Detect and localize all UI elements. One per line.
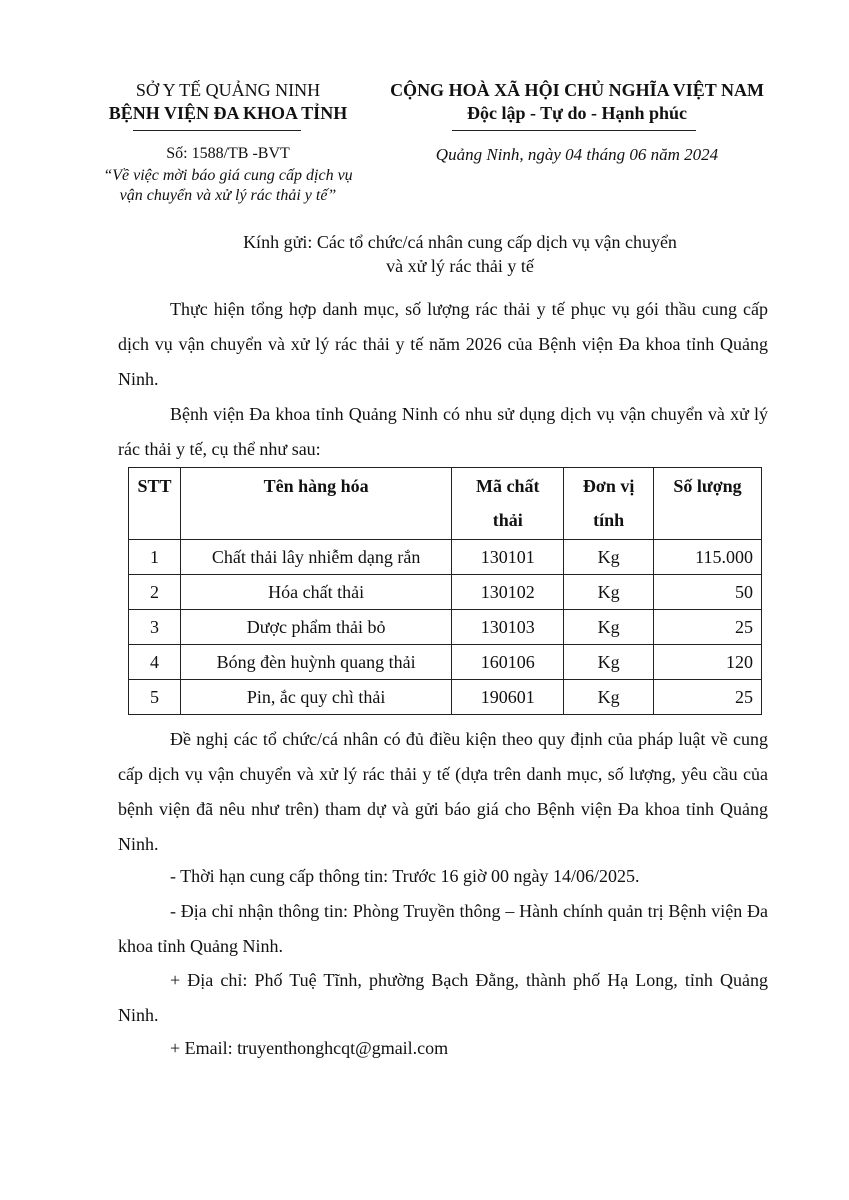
recipient-line-1: Kính gửi: Các tổ chức/cá nhân cung cấp dịch vụ vận chuyển: [243, 232, 677, 252]
hospital-underline: [133, 130, 301, 131]
request-paragraph: [118, 722, 768, 862]
subject-line-1: “Về việc mời báo giá cung cấp dịch vụ: [103, 167, 353, 184]
cell-code: 130103: [452, 610, 564, 645]
table-header-row: [129, 468, 762, 540]
deadline-paragraph: [118, 859, 768, 894]
cell-qty: 50: [654, 575, 762, 610]
header-code: Mã chất thải: [452, 468, 564, 540]
cell-qty: 25: [654, 680, 762, 715]
cell-stt: 3: [129, 610, 181, 645]
department-name: SỞ Y TẾ QUẢNG NINH: [135, 80, 321, 100]
cell-name: Pin, ắc quy chì thải: [180, 680, 451, 715]
cell-unit: Kg: [564, 645, 654, 680]
receiver-paragraph: [118, 894, 768, 964]
intro-paragraph: [118, 292, 768, 397]
table-row: [129, 680, 762, 715]
place-date: Quảng Ninh, ngày 04 tháng 06 năm 2024: [435, 145, 719, 164]
recipient-line-2: và xử lý rác thải y tế: [386, 256, 534, 276]
table-row: [129, 610, 762, 645]
cell-unit: Kg: [564, 575, 654, 610]
cell-code: 130102: [452, 575, 564, 610]
address-text: + Địa chỉ: Phố Tuệ Tĩnh, phường Bạch Đằng, thành phố Hạ Long, tỉnh Quảng Ninh.: [118, 970, 768, 1025]
need-paragraph: [118, 397, 768, 467]
header-qty: Số lượng: [654, 468, 762, 540]
cell-qty: 115.000: [654, 540, 762, 575]
motto-underline: [452, 130, 696, 131]
cell-unit: Kg: [564, 610, 654, 645]
request-text: Đề nghị các tổ chức/cá nhân có đủ điều kiện theo quy định của pháp luật về cung cấp dịch vụ vận chuyển và xử lý rác thải y tế (dựa trên danh mục, số lượng, yêu cầu của bệnh viện đã nêu như trên) tham dự và gửi báo giá cho Bệnh viện Đa khoa tỉnh Quảng Ninh.: [118, 729, 768, 854]
address-paragraph: [118, 963, 768, 1033]
document-number: Số: 1588/TB -BVT: [166, 145, 290, 162]
cell-name: Dược phẩm thải bỏ: [180, 610, 451, 645]
cell-code: 190601: [452, 680, 564, 715]
cell-name: Bóng đèn huỳnh quang thải: [180, 645, 451, 680]
country-name: CỘNG HOÀ XÃ HỘI CHỦ NGHĨA VIỆT NAM: [390, 80, 764, 100]
subject-line-2: vận chuyển và xử lý rác thải y tế”: [119, 187, 337, 204]
email-text: + Email: truyenthonghcqt@gmail.com: [170, 1038, 449, 1058]
cell-code: 160106: [452, 645, 564, 680]
header-unit: Đơn vị tính: [564, 468, 654, 540]
cell-stt: 2: [129, 575, 181, 610]
cell-stt: 1: [129, 540, 181, 575]
table-row: [129, 645, 762, 680]
hospital-name: BỆNH VIỆN ĐA KHOA TỈNH: [108, 103, 348, 123]
cell-unit: Kg: [564, 540, 654, 575]
email-paragraph: [118, 1031, 768, 1066]
national-motto: Độc lập - Tự do - Hạnh phúc: [466, 103, 688, 123]
header-name: Tên hàng hóa: [180, 468, 451, 540]
table-row: [129, 540, 762, 575]
waste-table: [128, 467, 762, 715]
deadline-text: - Thời hạn cung cấp thông tin: Trước 16 giờ 00 ngày 14/06/2025.: [170, 866, 640, 886]
cell-name: Chất thải lây nhiễm dạng rắn: [180, 540, 451, 575]
cell-qty: 120: [654, 645, 762, 680]
intro-text: Thực hiện tổng hợp danh mục, số lượng rác thải y tế phục vụ gói thầu cung cấp dịch vụ vận chuyển và xử lý rác thải y tế năm 2026 của Bệnh viện Đa khoa tỉnh Quảng Ninh.: [118, 299, 768, 389]
header-stt: STT: [129, 468, 181, 540]
table-row: [129, 575, 762, 610]
cell-qty: 25: [654, 610, 762, 645]
cell-name: Hóa chất thải: [180, 575, 451, 610]
cell-stt: 5: [129, 680, 181, 715]
cell-stt: 4: [129, 645, 181, 680]
cell-unit: Kg: [564, 680, 654, 715]
need-text: Bệnh viện Đa khoa tỉnh Quảng Ninh có nhu sử dụng dịch vụ vận chuyển và xử lý rác thải y tế, cụ thể như sau:: [118, 404, 768, 459]
cell-code: 130101: [452, 540, 564, 575]
receiver-text: - Địa chỉ nhận thông tin: Phòng Truyền thông – Hành chính quản trị Bệnh viện Đa khoa tỉnh Quảng Ninh.: [118, 901, 768, 956]
